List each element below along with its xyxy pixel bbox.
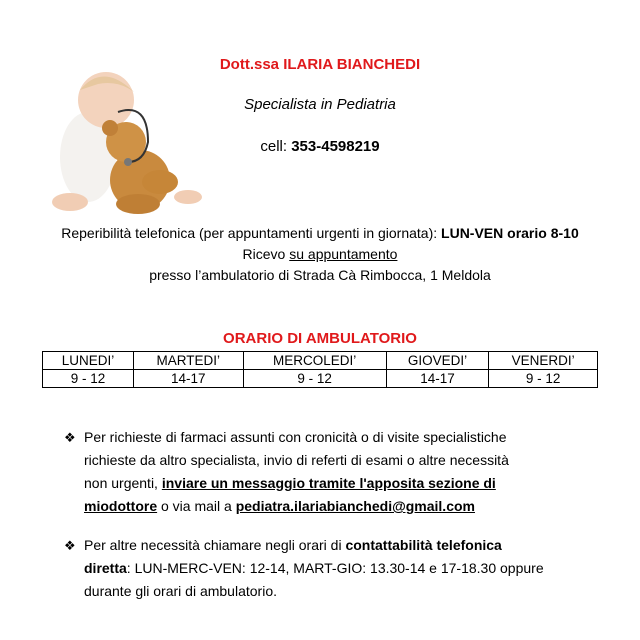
reperibilita-hours: LUN-VEN orario 8-10 <box>441 225 579 241</box>
bullet-text: Per richieste di farmaci assunti con cronicità o di visite specialistiche <box>84 429 507 445</box>
cell-label: cell: <box>260 138 292 155</box>
miodottore-link[interactable]: miodottore <box>84 498 158 514</box>
doctor-name: Dott.ssa ILARIA BIANCHEDI <box>219 56 421 73</box>
cell-number: 353-4598219 <box>291 138 380 155</box>
bullet-text: Per altre necessità chiamare negli orari di <box>84 537 346 553</box>
reperibilita-line <box>0 225 640 241</box>
address: presso l’ambulatorio di Strada Cà Rimbocca, 1 Meldola <box>149 267 491 283</box>
bullet-item-messages <box>64 426 604 518</box>
bullet-bold: diretta <box>84 560 127 576</box>
bullet-item-phone <box>64 534 604 603</box>
specialty: Specialista in Pediatria <box>244 96 396 113</box>
baby-with-teddy-bear-image <box>48 62 208 222</box>
day-cell: MARTEDI’ <box>133 352 243 370</box>
bullet-text: o via mail a <box>157 498 236 514</box>
bullet-text: non urgenti, <box>84 475 162 491</box>
reperibilita-text: Reperibilità telefonica (per appuntamenti urgenti in giornata): <box>61 225 442 241</box>
hours-cell: 9 - 12 <box>489 370 598 388</box>
bullet-bold: contattabilità telefonica <box>345 537 502 553</box>
ricevo-line <box>0 246 640 262</box>
ricevo-appointment: su appuntamento <box>289 246 398 262</box>
email-link[interactable]: pediatra.ilariabianchedi@gmail.com <box>235 498 475 514</box>
hours-cell: 14-17 <box>133 370 243 388</box>
bullet-text: durante gli orari di ambulatorio. <box>84 583 277 599</box>
diamond-bullet-icon: ❖ <box>64 538 76 553</box>
hours-cell: 14-17 <box>386 370 488 388</box>
hours-cell: 9 - 12 <box>243 370 386 388</box>
bullet-text: richieste da altro specialista, invio di referti di esami o altre necessità <box>84 452 509 468</box>
miodottore-instruction: inviare un messaggio tramite l'apposita sezione di <box>161 475 496 491</box>
table-row <box>43 370 598 388</box>
bullet-text: : LUN-MERC-VEN: 12-14, MART-GIO: 13.30-14 e 17-18.30 oppure <box>126 560 544 576</box>
day-cell: MERCOLEDI’ <box>243 352 386 370</box>
table-row <box>43 352 598 370</box>
diamond-bullet-icon: ❖ <box>64 430 76 445</box>
ricevo-text: Ricevo <box>242 246 290 262</box>
day-cell: VENERDI’ <box>489 352 598 370</box>
day-cell: LUNEDI’ <box>43 352 134 370</box>
schedule-table <box>42 351 598 388</box>
cell-phone <box>200 138 440 155</box>
day-cell: GIOVEDI’ <box>386 352 488 370</box>
hours-cell: 9 - 12 <box>43 370 134 388</box>
schedule-title: ORARIO DI AMBULATORIO <box>223 330 417 347</box>
